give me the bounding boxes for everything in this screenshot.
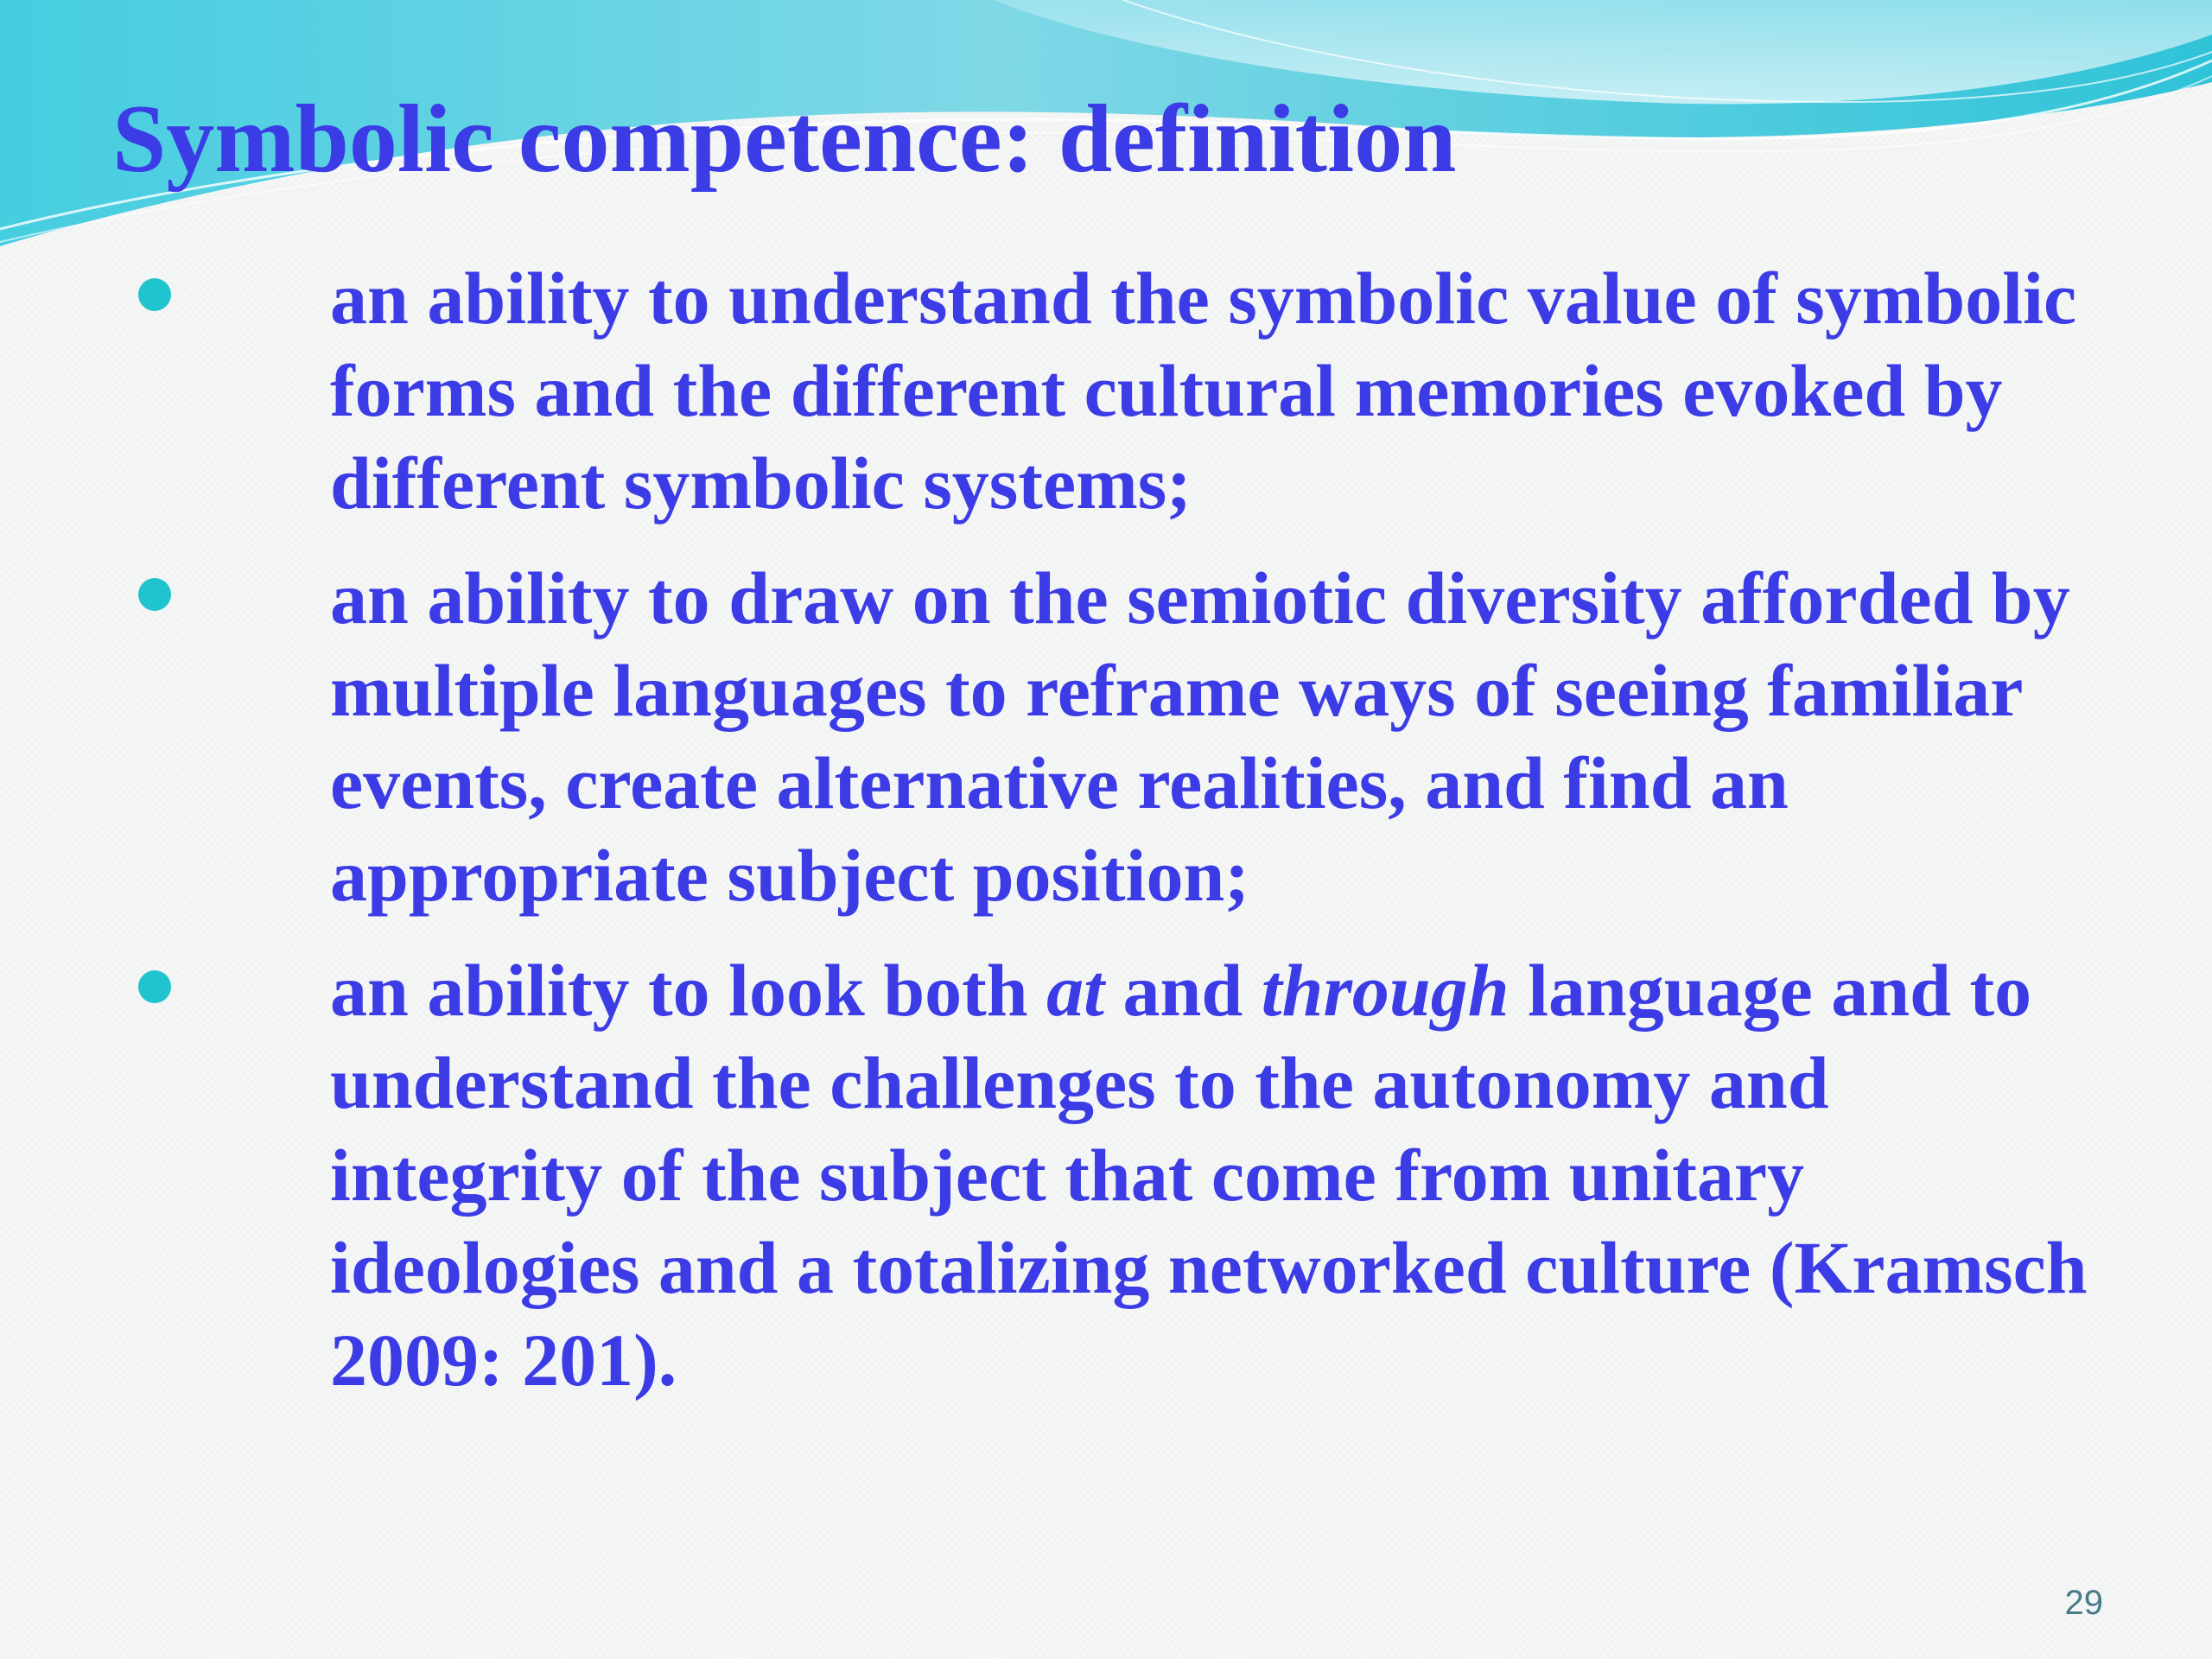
bullet-text-segment: an ability to draw on the semiotic diversity afforded by multiple languages to reframe ways of seeing familiar events, create alternative realities, and find an appropriate subject position;	[330, 556, 2070, 917]
emphasis-through: through	[1261, 949, 1510, 1032]
slide-title: Symbolic competence: definition	[112, 86, 1457, 193]
bullet-item	[138, 252, 2108, 530]
emphasis-at: at	[1046, 949, 1105, 1032]
bullet-text-segment: an ability to understand the symbolic value of symbolic forms and the different cultural memories evoked by different symbolic systems;	[330, 257, 2077, 524]
bullet-text-segment: an ability to look both	[330, 949, 1047, 1032]
bullet-dot-icon	[138, 578, 171, 611]
bullet-text-segment: and	[1104, 949, 1262, 1032]
slide-number: 29	[2064, 1584, 2103, 1622]
bullet-list	[138, 252, 2108, 1429]
bullet-text	[330, 949, 2088, 1402]
bullet-dot-icon	[138, 278, 171, 311]
bullet-dot-icon	[138, 970, 171, 1003]
bullet-item	[138, 552, 2108, 922]
bullet-text-segment: language and to understand the challenges to the autonomy and integrity of the subject that come from unitary ideologies and a totalizing networked culture (Kramsch 2009: 201).	[330, 949, 2088, 1402]
bullet-text	[330, 556, 2070, 917]
bullet-item	[138, 944, 2108, 1407]
bullet-text	[330, 257, 2076, 524]
